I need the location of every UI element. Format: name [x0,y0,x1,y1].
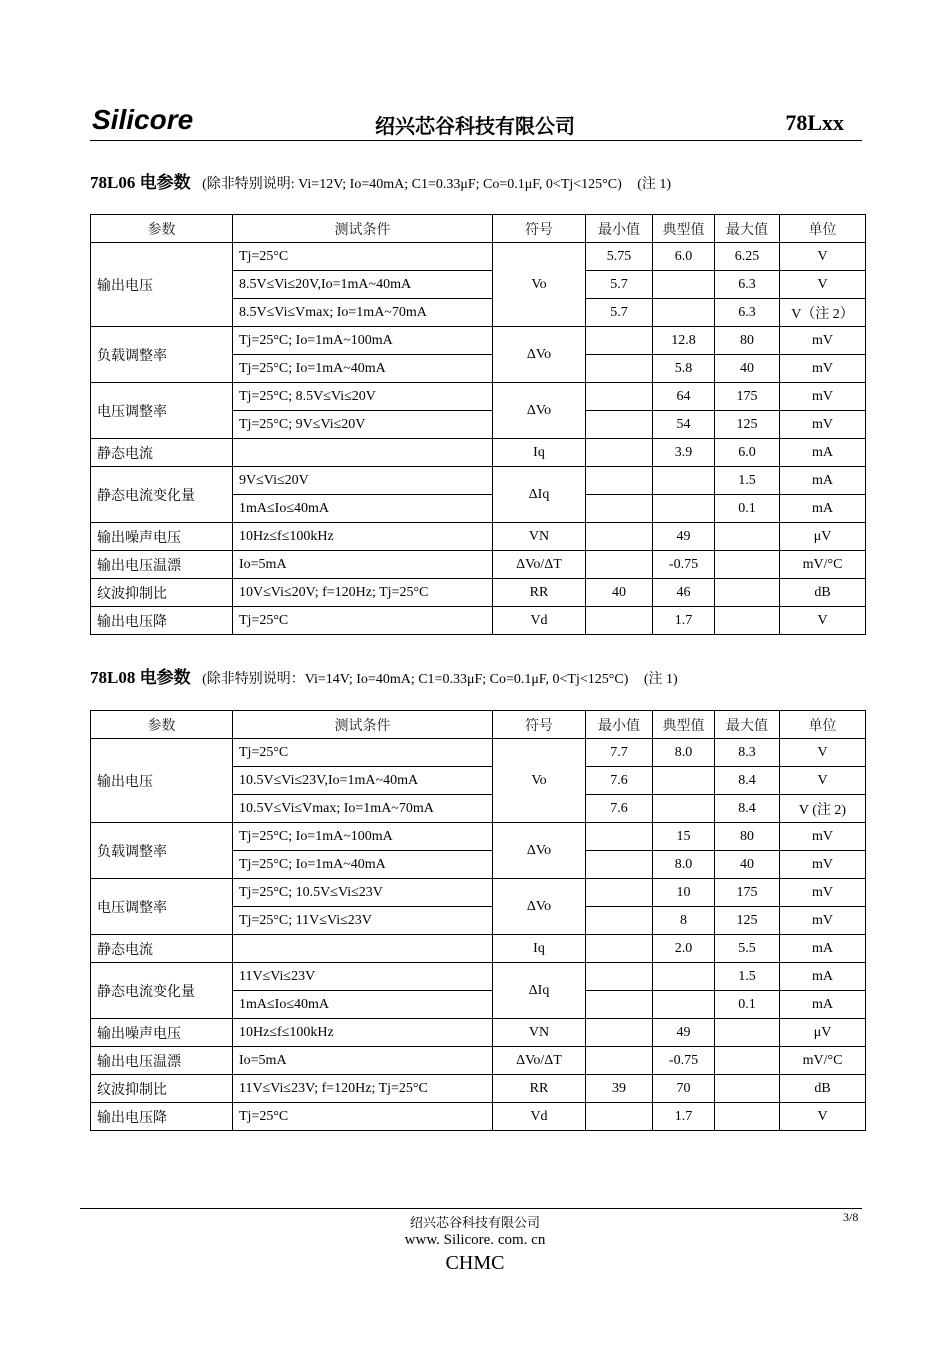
typ-cell: 2.0 [653,935,715,963]
footer-brand: CHMC [445,1252,505,1274]
max-cell: 5.5 [715,935,780,963]
condition-cell: Tj=25°C [233,1103,493,1131]
unit-cell: μV [780,523,866,551]
typ-cell: 1.7 [653,607,715,635]
condition-cell: 8.5V≤Vi≤20V,Io=1mA~40mA [233,271,493,299]
spec-table-78l06 [90,214,866,635]
unit-cell: mV/°C [780,1047,866,1075]
condition-cell: Io=5mA [233,551,493,579]
table-row [91,1075,866,1103]
param-cell: 输出电压温漂 [91,1047,233,1075]
unit-cell: V [780,767,866,795]
typ-cell [653,767,715,795]
symbol-cell: RR [493,579,586,607]
min-cell [586,439,653,467]
min-cell [586,907,653,935]
typ-cell: 6.0 [653,243,715,271]
min-cell [586,383,653,411]
column-header: 最小值 [586,215,653,243]
unit-cell: mA [780,439,866,467]
max-cell: 0.1 [715,495,780,523]
condition-cell: Tj=25°C; 11V≤Vi≤23V [233,907,493,935]
typ-cell [653,963,715,991]
min-cell: 39 [586,1075,653,1103]
min-cell [586,523,653,551]
footer-company: 绍兴芯谷科技有限公司 [409,1216,540,1231]
min-cell [586,467,653,495]
typ-cell [653,271,715,299]
param-cell: 静态电流 [91,935,233,963]
unit-cell: mA [780,963,866,991]
param-cell: 纹波抑制比 [91,579,233,607]
symbol-cell: VN [493,1019,586,1047]
max-cell: 1.5 [715,467,780,495]
min-cell [586,551,653,579]
unit-cell: μV [780,1019,866,1047]
column-header: 符号 [493,711,586,739]
condition-cell: Tj=25°C; Io=1mA~40mA [233,355,493,383]
max-cell [715,551,780,579]
max-cell [715,523,780,551]
section-heading: 78L06 电参数 [90,173,191,192]
param-cell: 输出电压 [91,243,233,327]
condition-cell: Tj=25°C [233,607,493,635]
typ-cell [653,991,715,1019]
typ-cell: 49 [653,1019,715,1047]
max-cell: 125 [715,907,780,935]
symbol-cell: ΔVo [493,383,586,439]
max-cell: 6.3 [715,271,780,299]
unit-cell: mV [780,411,866,439]
table-row [91,963,866,991]
max-cell [715,1047,780,1075]
min-cell [586,991,653,1019]
section-heading: 78L08 电参数 [90,668,191,687]
max-cell: 1.5 [715,963,780,991]
min-cell [586,411,653,439]
max-cell: 40 [715,355,780,383]
min-cell [586,879,653,907]
unit-cell: V [780,607,866,635]
column-header: 参数 [91,215,233,243]
typ-cell: 5.8 [653,355,715,383]
param-cell: 静态电流 [91,439,233,467]
table-row [91,607,866,635]
typ-cell: 3.9 [653,439,715,467]
condition-cell: Tj=25°C; Io=1mA~40mA [233,851,493,879]
min-cell [586,1019,653,1047]
unit-cell: dB [780,579,866,607]
unit-cell: dB [780,1075,866,1103]
param-cell: 负载调整率 [91,823,233,879]
max-cell: 8.4 [715,795,780,823]
condition-cell: 1mA≤Io≤40mA [233,991,493,1019]
unit-cell: mA [780,495,866,523]
typ-cell [653,299,715,327]
condition-cell: Tj=25°C [233,739,493,767]
param-cell: 电压调整率 [91,383,233,439]
max-cell [715,1103,780,1131]
column-header: 参数 [91,711,233,739]
condition-cell: 10V≤Vi≤20V; f=120Hz; Tj=25°C [233,579,493,607]
unit-cell: V [780,1103,866,1131]
column-header: 测试条件 [233,215,493,243]
condition-cell: 8.5V≤Vi≤Vmax; Io=1mA~70mA [233,299,493,327]
section-note: (注 1) [643,672,678,687]
typ-cell: 8 [653,907,715,935]
condition-cell: 10.5V≤Vi≤23V,Io=1mA~40mA [233,767,493,795]
min-cell: 40 [586,579,653,607]
condition-cell: 11V≤Vi≤23V; f=120Hz; Tj=25°C [233,1075,493,1103]
condition-cell: Tj=25°C; 9V≤Vi≤20V [233,411,493,439]
typ-cell: 10 [653,879,715,907]
param-cell: 输出噪声电压 [91,1019,233,1047]
table-row [91,327,866,355]
column-header: 单位 [780,215,866,243]
min-cell [586,851,653,879]
max-cell: 80 [715,823,780,851]
min-cell [586,495,653,523]
condition-cell [233,935,493,963]
max-cell: 175 [715,879,780,907]
table-row [91,439,866,467]
column-header: 测试条件 [233,711,493,739]
unit-cell: mV [780,879,866,907]
typ-cell: -0.75 [653,1047,715,1075]
symbol-cell: Vo [493,243,586,327]
section-title-78l08 [90,663,678,688]
max-cell: 6.3 [715,299,780,327]
min-cell [586,607,653,635]
section-conditions: (除非特别说明: Vi=12V; Io=40mA; C1=0.33μF; Co=0.1μF, 0<Tj<125°C) [202,177,622,192]
condition-cell: Tj=25°C [233,243,493,271]
symbol-cell: ΔVo [493,823,586,879]
typ-cell: 49 [653,523,715,551]
typ-cell: 54 [653,411,715,439]
unit-cell: mV [780,355,866,383]
condition-cell: Tj=25°C; 8.5V≤Vi≤20V [233,383,493,411]
table-row [91,1019,866,1047]
typ-cell: 70 [653,1075,715,1103]
condition-cell [233,439,493,467]
max-cell [715,1019,780,1047]
min-cell: 5.7 [586,271,653,299]
param-cell: 负载调整率 [91,327,233,383]
min-cell: 7.6 [586,767,653,795]
max-cell: 6.25 [715,243,780,271]
max-cell [715,1075,780,1103]
unit-cell: V (注 2) [780,795,866,823]
unit-cell: V [780,271,866,299]
table-header-row [91,215,866,243]
column-header: 典型值 [653,215,715,243]
condition-cell: Io=5mA [233,1047,493,1075]
typ-cell [653,495,715,523]
symbol-cell: ΔVo/ΔT [493,551,586,579]
column-header: 典型值 [653,711,715,739]
unit-cell: mV/°C [780,551,866,579]
min-cell [586,1103,653,1131]
symbol-cell: Vd [493,1103,586,1131]
max-cell [715,579,780,607]
symbol-cell: ΔVo/ΔT [493,1047,586,1075]
table-row [91,579,866,607]
condition-cell: Tj=25°C; Io=1mA~100mA [233,823,493,851]
min-cell [586,823,653,851]
typ-cell: 8.0 [653,739,715,767]
column-header: 最大值 [715,711,780,739]
unit-cell: mA [780,467,866,495]
section-note: (注 1) [637,177,672,192]
column-header: 最小值 [586,711,653,739]
table-row [91,739,866,767]
param-cell: 静态电流变化量 [91,467,233,523]
param-cell: 静态电流变化量 [91,963,233,1019]
condition-cell: 1mA≤Io≤40mA [233,495,493,523]
symbol-cell: Vo [493,739,586,823]
section-title-78l06 [90,168,671,193]
max-cell: 80 [715,327,780,355]
typ-cell: 12.8 [653,327,715,355]
min-cell: 5.7 [586,299,653,327]
table-header-row [91,711,866,739]
unit-cell: V [780,243,866,271]
company-logo: Silicore [92,104,194,135]
unit-cell: mA [780,991,866,1019]
unit-cell: V（注 2） [780,299,866,327]
max-cell: 8.4 [715,767,780,795]
unit-cell: mV [780,383,866,411]
unit-cell: mV [780,327,866,355]
param-cell: 输出电压 [91,739,233,823]
page-header [90,100,862,141]
table-row [91,467,866,495]
table-row [91,1103,866,1131]
footer-divider [80,1208,862,1209]
typ-cell: 1.7 [653,1103,715,1131]
unit-cell: mV [780,851,866,879]
symbol-cell: RR [493,1075,586,1103]
typ-cell [653,467,715,495]
max-cell: 175 [715,383,780,411]
table-row [91,383,866,411]
typ-cell: -0.75 [653,551,715,579]
max-cell: 125 [715,411,780,439]
column-header: 单位 [780,711,866,739]
param-cell: 输出噪声电压 [91,523,233,551]
condition-cell: 10.5V≤Vi≤Vmax; Io=1mA~70mA [233,795,493,823]
condition-cell: Tj=25°C; Io=1mA~100mA [233,327,493,355]
symbol-cell: Vd [493,607,586,635]
typ-cell [653,795,715,823]
unit-cell: mA [780,935,866,963]
unit-cell: mV [780,823,866,851]
min-cell: 7.6 [586,795,653,823]
unit-cell: mV [780,907,866,935]
symbol-cell: ΔVo [493,327,586,383]
min-cell [586,935,653,963]
param-cell: 电压调整率 [91,879,233,935]
symbol-cell: ΔIq [493,467,586,523]
unit-cell: V [780,739,866,767]
min-cell [586,327,653,355]
column-header: 最大值 [715,215,780,243]
footer-website: www. Silicore. com. cn [404,1232,546,1248]
max-cell [715,607,780,635]
param-cell: 纹波抑制比 [91,1075,233,1103]
table-row [91,551,866,579]
condition-cell: 10Hz≤f≤100kHz [233,523,493,551]
min-cell [586,963,653,991]
symbol-cell: ΔVo [493,879,586,935]
condition-cell: Tj=25°C; 10.5V≤Vi≤23V [233,879,493,907]
column-header: 符号 [493,215,586,243]
symbol-cell: Iq [493,439,586,467]
param-cell: 输出电压降 [91,607,233,635]
table-row [91,1047,866,1075]
typ-cell: 64 [653,383,715,411]
table-row [91,935,866,963]
min-cell: 7.7 [586,739,653,767]
table-row [91,243,866,271]
page-number: 3/8 [843,1210,859,1224]
typ-cell: 46 [653,579,715,607]
condition-cell: 11V≤Vi≤23V [233,963,493,991]
param-cell: 输出电压温漂 [91,551,233,579]
max-cell: 40 [715,851,780,879]
symbol-cell: VN [493,523,586,551]
min-cell: 5.75 [586,243,653,271]
min-cell [586,355,653,383]
section-conditions: (除非特别说明：Vi=14V; Io=40mA; C1=0.33μF; Co=0.1μF, 0<Tj<125°C) [202,672,629,687]
company-name: 绍兴芯谷科技有限公司 [375,114,575,138]
typ-cell: 8.0 [653,851,715,879]
symbol-cell: Iq [493,935,586,963]
symbol-cell: ΔIq [493,963,586,1019]
typ-cell: 15 [653,823,715,851]
table-row [91,823,866,851]
min-cell [586,1047,653,1075]
condition-cell: 10Hz≤f≤100kHz [233,1019,493,1047]
table-row [91,523,866,551]
model-number: 78Lxx [785,110,844,135]
spec-table-78l08 [90,710,866,1131]
condition-cell: 9V≤Vi≤20V [233,467,493,495]
max-cell: 0.1 [715,991,780,1019]
max-cell: 8.3 [715,739,780,767]
param-cell: 输出电压降 [91,1103,233,1131]
max-cell: 6.0 [715,439,780,467]
table-row [91,879,866,907]
